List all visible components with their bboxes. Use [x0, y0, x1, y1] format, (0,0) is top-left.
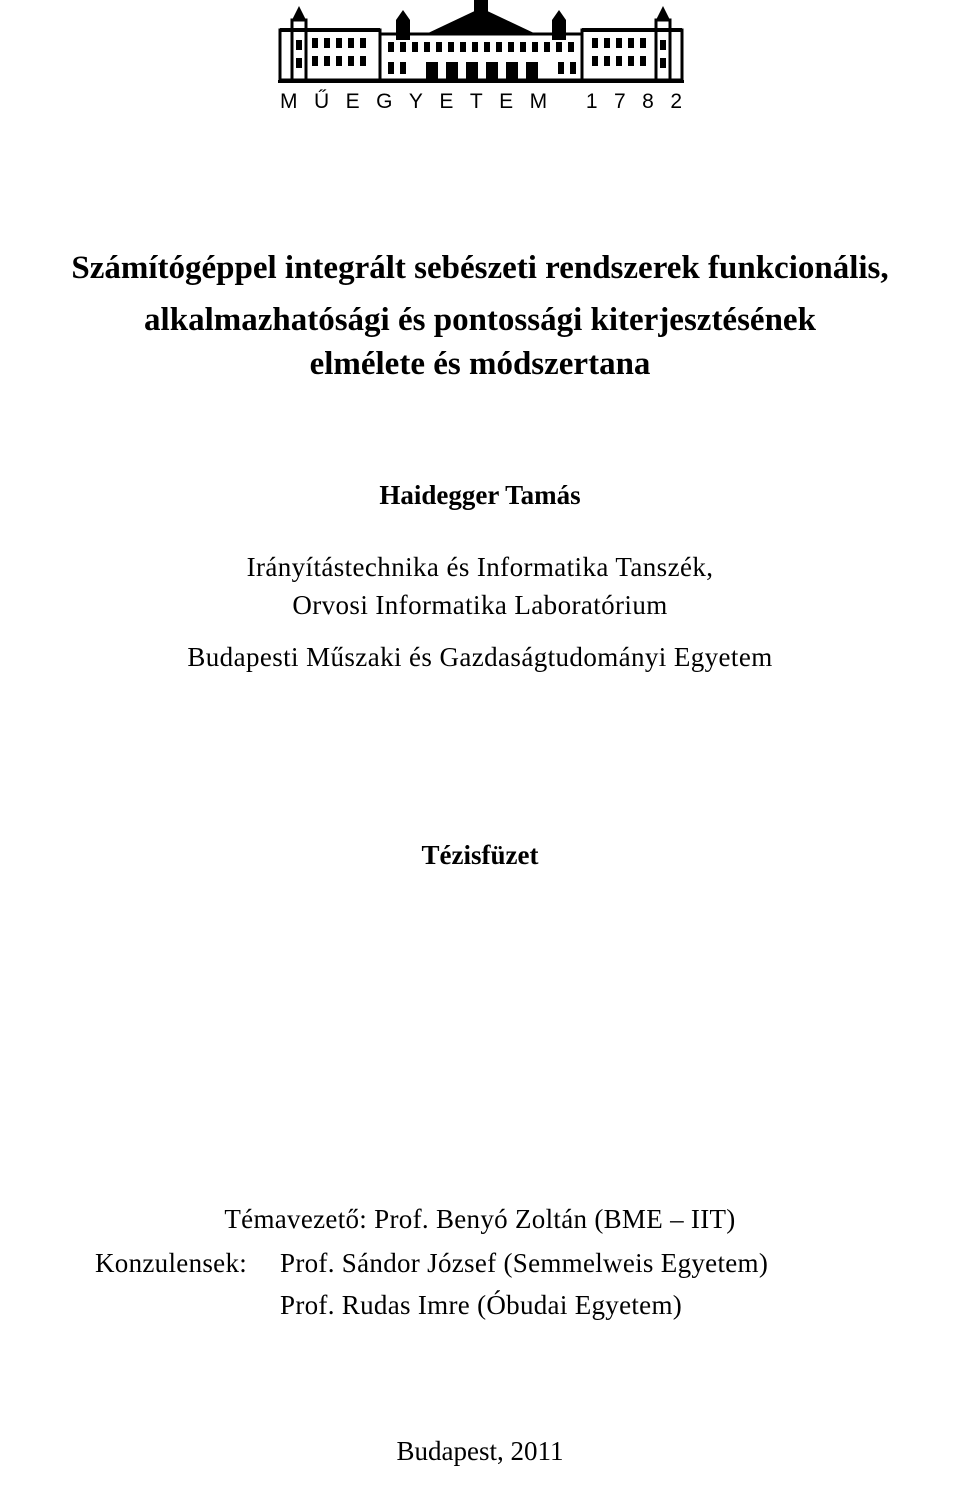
logo-wordmark: MŰEGYETEM 1782	[280, 90, 682, 113]
affiliation-line-1: Irányítástechnika és Informatika Tanszék,	[246, 552, 714, 582]
title-line-1: Számítógéppel integrált sebészeti rendszerek funkcionális,	[71, 250, 889, 286]
author-name: Haidegger Tamás	[379, 480, 581, 510]
title-line-3: elmélete és módszertana	[309, 346, 651, 382]
consultants-label: Konzulensek:	[95, 1248, 248, 1278]
title-line-2: alkalmazhatósági és pontossági kiterjesztésének	[144, 302, 816, 338]
consultant-1: Prof. Sándor József (Semmelweis Egyetem)	[280, 1248, 769, 1278]
place-date: Budapest, 2011	[396, 1436, 564, 1466]
affiliation-line-3: Budapesti Műszaki és Gazdaságtudományi Egyetem	[187, 642, 773, 672]
document-type: Tézisfüzet	[421, 840, 539, 870]
consultant-2: Prof. Rudas Imre (Óbudai Egyetem)	[280, 1290, 683, 1320]
university-logo	[276, 0, 686, 115]
building-windows	[296, 38, 666, 80]
affiliation-line-2: Orvosi Informatika Laboratórium	[292, 590, 668, 620]
supervisor-line: Témavezető: Prof. Benyó Zoltán (BME – IIT)	[224, 1204, 736, 1234]
